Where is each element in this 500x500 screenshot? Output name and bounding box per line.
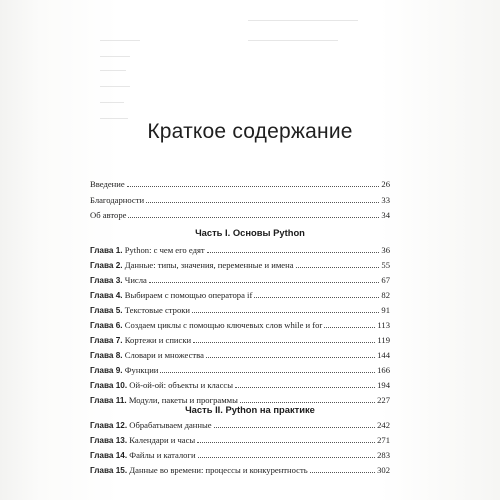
chapter-number: Глава 1. bbox=[90, 246, 123, 255]
chapter-title: Создаем циклы с помощью ключевых слов while и for bbox=[124, 320, 323, 330]
chapter-title: Кортежи и списки bbox=[124, 335, 192, 345]
chapter-page: 36 bbox=[381, 245, 390, 255]
toc-entry-label: Благодарности bbox=[90, 195, 145, 205]
toc-entry-page: 33 bbox=[381, 195, 390, 205]
leader-dots bbox=[193, 342, 375, 343]
chapter-page: 242 bbox=[377, 420, 390, 430]
chapter-title: Файлы и каталоги bbox=[129, 450, 196, 460]
toc-entry-page: 34 bbox=[381, 210, 390, 220]
chapter-page: 144 bbox=[377, 350, 390, 360]
chapter-page: 119 bbox=[377, 335, 390, 345]
chapter-number: Глава 15. bbox=[90, 466, 128, 475]
chapter-number: Глава 14. bbox=[90, 451, 128, 460]
chapter-title: Python: с чем его едят bbox=[124, 245, 205, 255]
toc-chapter-entry[interactable] bbox=[90, 348, 390, 362]
leader-dots bbox=[254, 297, 379, 298]
chapter-number: Глава 3. bbox=[90, 276, 123, 285]
toc-entry-page: 26 bbox=[381, 179, 390, 189]
chapter-title: Обрабатываем данные bbox=[129, 420, 212, 430]
toc-chapter-entry[interactable] bbox=[90, 333, 390, 347]
leader-dots bbox=[214, 427, 376, 428]
chapter-title: Функции bbox=[124, 365, 159, 375]
chapter-number: Глава 12. bbox=[90, 421, 128, 430]
toc-chapter-entry[interactable] bbox=[90, 463, 390, 477]
chapter-title: Выбираем с помощью оператора if bbox=[124, 290, 253, 300]
chapter-title: Словари и множества bbox=[124, 350, 204, 360]
chapter-title: Данные: типы, значения, переменные и имена bbox=[124, 260, 294, 270]
chapter-number: Глава 6. bbox=[90, 321, 123, 330]
leader-dots bbox=[206, 357, 375, 358]
leader-dots bbox=[127, 186, 380, 187]
toc-chapter-entry[interactable] bbox=[90, 378, 390, 392]
leader-dots bbox=[207, 252, 380, 253]
toc-chapter-entry[interactable] bbox=[90, 243, 390, 257]
leader-dots bbox=[310, 472, 375, 473]
chapter-number: Глава 7. bbox=[90, 336, 123, 345]
chapter-title: Модули, пакеты и программы bbox=[128, 395, 238, 405]
toc-entry[interactable] bbox=[90, 177, 390, 191]
chapter-title: Данные во времени: процессы и конкурентность bbox=[129, 465, 308, 475]
part-heading: Часть I. Основы Python bbox=[195, 227, 305, 238]
chapter-page: 166 bbox=[377, 365, 390, 375]
chapter-page: 91 bbox=[381, 305, 390, 315]
toc-chapter-entry[interactable] bbox=[90, 448, 390, 462]
chapter-title: Ой-ой-ой: объекты и классы bbox=[129, 380, 234, 390]
page-title: Краткое содержание bbox=[147, 120, 353, 143]
toc-chapter-entry[interactable] bbox=[90, 363, 390, 377]
chapter-number: Глава 13. bbox=[90, 436, 128, 445]
leader-dots bbox=[149, 282, 380, 283]
chapter-number: Глава 4. bbox=[90, 291, 123, 300]
leader-dots bbox=[198, 457, 376, 458]
leader-dots bbox=[235, 387, 375, 388]
chapter-page: 82 bbox=[381, 290, 390, 300]
toc-chapter-entry[interactable] bbox=[90, 258, 390, 272]
leader-dots bbox=[240, 402, 375, 403]
chapter-number: Глава 9. bbox=[90, 366, 123, 375]
toc-chapter-entry[interactable] bbox=[90, 318, 390, 332]
chapter-number: Глава 5. bbox=[90, 306, 123, 315]
leader-dots bbox=[160, 372, 375, 373]
chapter-page: 283 bbox=[377, 450, 390, 460]
toc-chapter-entry[interactable] bbox=[90, 418, 390, 432]
chapter-page: 194 bbox=[377, 380, 390, 390]
leader-dots bbox=[296, 267, 380, 268]
chapter-number: Глава 8. bbox=[90, 351, 123, 360]
chapter-number: Глава 10. bbox=[90, 381, 128, 390]
bleed-through-text bbox=[88, 0, 388, 140]
toc-chapter-entry[interactable] bbox=[90, 303, 390, 317]
chapter-number: Глава 11. bbox=[90, 396, 127, 405]
chapter-page: 271 bbox=[377, 435, 390, 445]
chapter-page: 302 bbox=[377, 465, 390, 475]
leader-dots bbox=[146, 202, 379, 203]
leader-dots bbox=[128, 217, 379, 218]
chapter-page: 227 bbox=[377, 395, 390, 405]
leader-dots bbox=[197, 442, 375, 443]
toc-chapter-entry[interactable] bbox=[90, 433, 390, 447]
toc-chapter-entry[interactable] bbox=[90, 288, 390, 302]
chapter-page: 113 bbox=[377, 320, 390, 330]
chapter-title: Календари и часы bbox=[129, 435, 196, 445]
chapter-page: 67 bbox=[381, 275, 390, 285]
chapter-number: Глава 2. bbox=[90, 261, 123, 270]
chapter-title: Текстовые строки bbox=[124, 305, 191, 315]
toc-entry-label: Об авторе bbox=[90, 210, 127, 220]
toc-chapter-entry[interactable] bbox=[90, 273, 390, 287]
toc-entry[interactable] bbox=[90, 208, 390, 222]
chapter-page: 55 bbox=[381, 260, 390, 270]
chapter-title: Числа bbox=[124, 275, 147, 285]
toc-entry[interactable] bbox=[90, 193, 390, 207]
part-heading: Часть II. Python на практике bbox=[185, 404, 315, 415]
leader-dots bbox=[192, 312, 379, 313]
leader-dots bbox=[324, 327, 375, 328]
toc-entry-label: Введение bbox=[90, 179, 125, 189]
